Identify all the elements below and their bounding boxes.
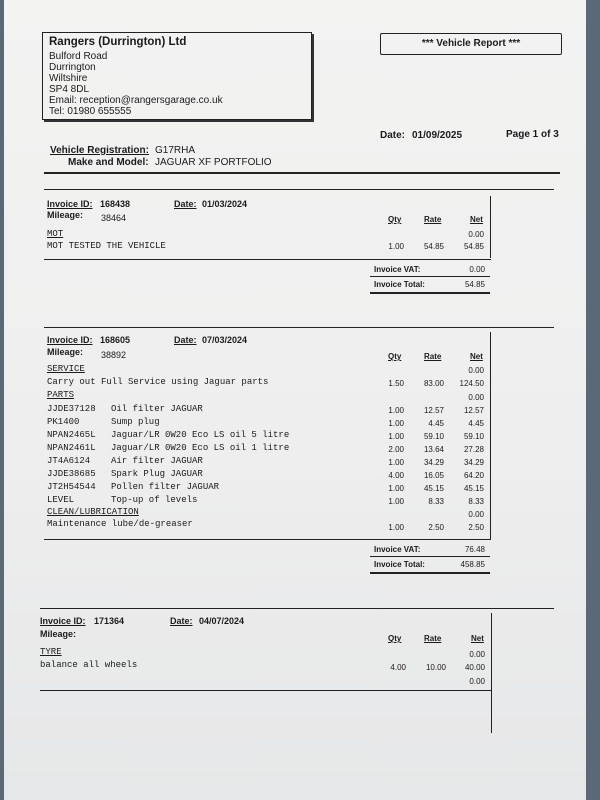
invoice-vat-value: 0.00 [469,265,485,274]
section-heading: SERVICE [47,364,85,374]
company-name: Rangers (Durrington) Ltd [49,36,187,48]
line-net: 0.00 [468,366,484,375]
rate-header: Rate [424,215,442,224]
line-rate: 8.33 [428,497,444,506]
part-code: JJDE37128 [47,404,96,414]
address-line: Bulford Road [49,51,108,62]
address-line: Wiltshire [49,73,88,84]
part-code: LEVEL [47,495,75,505]
line-net: 2.50 [468,523,484,532]
mileage-value: 38464 [101,213,127,223]
invoice-date-label: Date: [170,616,193,626]
line-qty: 1.00 [388,458,404,467]
invoice-date-value: 07/03/2024 [202,335,248,345]
line-description: Carry out Full Service using Jaguar parts [47,377,269,387]
invoice-total-label: Invoice Total: [374,280,425,289]
line-rate: 83.00 [423,379,444,388]
address-line: SP4 8DL [49,84,90,95]
line-description: Spark Plug JAGUAR [111,469,203,479]
rate-header: Rate [424,634,442,643]
mileage-label: Mileage: [47,347,84,357]
line-description: Maintenance lube/de-greaser [47,519,193,529]
invoice-id-label: Invoice ID: [47,335,93,345]
qty-header: Qty [388,352,402,361]
company-email: Email: reception@rangersgarage.co.uk [49,95,223,106]
line-description: balance all wheels [40,660,138,670]
line-rate: 34.29 [423,458,444,467]
line-rate: 59.10 [423,432,444,441]
column-rule [490,332,491,540]
invoice-id-value: 168438 [100,199,131,209]
invoice-id-value: 168605 [100,335,131,345]
line-net: 0.00 [469,677,485,686]
document-page [4,0,586,800]
net-header: Net [471,634,484,643]
invoice-vat-label: Invoice VAT: [374,265,421,274]
invoice-date-value: 04/07/2024 [199,616,245,626]
address-line: Durrington [49,62,96,73]
line-description: Top-up of levels [111,495,198,505]
part-code: PK1400 [47,417,80,427]
line-rate: 4.45 [428,419,444,428]
company-phone: Tel: 01980 655555 [49,106,132,117]
line-description: MOT TESTED THE VEHICLE [47,241,166,251]
invoice-total-value: 54.85 [464,280,485,289]
column-rule [491,613,492,733]
invoice-date-label: Date: [174,335,197,345]
line-qty: 1.00 [388,497,404,506]
line-net: 34.29 [463,458,484,467]
line-net: 0.00 [468,510,484,519]
line-qty: 1.00 [388,242,404,251]
report-date-value: 01/09/2025 [412,130,463,141]
line-rate: 54.85 [423,242,444,251]
part-code: JT4A6124 [47,456,91,466]
part-code: JJDE38685 [47,469,96,479]
line-rate: 12.57 [423,406,444,415]
line-net: 8.33 [468,497,484,506]
line-qty: 1.00 [388,419,404,428]
report-date-label: Date: [380,130,406,141]
qty-header: Qty [388,215,402,224]
rate-header: Rate [424,352,442,361]
line-rate: 45.15 [423,484,444,493]
line-net: 0.00 [468,230,484,239]
net-header: Net [470,215,483,224]
line-description: Sump plug [111,417,160,427]
line-qty: 1.00 [388,523,404,532]
invoice-vat-value: 76.48 [464,545,485,554]
totals-divider [370,556,490,557]
invoice-id-value: 171364 [94,616,125,626]
invoice-id-label: Invoice ID: [47,199,93,209]
line-rate: 10.00 [425,663,446,672]
line-qty: 1.00 [388,484,404,493]
mileage-label: Mileage: [40,629,77,639]
invoice-totals-box [370,262,490,294]
line-qty: 4.00 [388,471,404,480]
line-net: 40.00 [464,663,485,672]
invoice-totals-box [370,542,490,574]
line-net: 0.00 [469,650,485,659]
line-description: Air filter JAGUAR [111,456,203,466]
line-rate: 2.50 [428,523,444,532]
section-heading: PARTS [47,390,75,400]
vehicle-reg-label: Vehicle Registration: [50,145,149,156]
invoice-divider [44,327,554,328]
line-rate: 13.64 [423,445,444,454]
line-net: 27.28 [463,445,484,454]
line-description: Oil filter JAGUAR [111,404,203,414]
part-code: NPAN2465L [47,430,96,440]
section-heading: TYRE [40,647,62,657]
invoice-date-value: 01/03/2024 [202,199,248,209]
invoice-date-label: Date: [174,199,197,209]
invoice-total-value: 458.85 [460,560,485,569]
invoice-id-label: Invoice ID: [40,616,86,626]
net-header: Net [470,352,483,361]
line-net: 4.45 [468,419,484,428]
lines-divider [44,539,491,540]
invoice-vat-label: Invoice VAT: [374,545,421,554]
line-qty: 2.00 [388,445,404,454]
lines-divider [44,259,491,260]
make-model-label: Make and Model: [68,157,149,168]
line-net: 124.50 [459,379,484,388]
column-rule [490,196,491,258]
line-net: 12.57 [463,406,484,415]
part-code: NPAN2461L [47,443,96,453]
line-qty: 1.00 [388,432,404,441]
line-description: Pollen filter JAGUAR [111,482,220,492]
line-net: 54.85 [463,242,484,251]
header-divider [44,172,560,174]
qty-header: Qty [388,634,402,643]
line-qty: 1.00 [388,406,404,415]
line-net: 45.15 [463,484,484,493]
line-net: 64.20 [463,471,484,480]
report-title-box: *** Vehicle Report *** [380,33,562,55]
invoice-divider [40,608,554,609]
page-number: Page 1 of 3 [506,129,559,140]
line-net: 0.00 [468,393,484,402]
line-description: Jaguar/LR 0W20 Eco LS oil 5 litre [111,430,290,440]
vehicle-reg-value: G17RHA [155,145,196,156]
mileage-value: 38892 [101,350,127,360]
lines-divider [40,690,491,691]
mileage-label: Mileage: [47,210,84,220]
line-qty: 4.00 [390,663,406,672]
totals-divider [370,276,490,277]
make-model-value: JAGUAR XF PORTFOLIO [155,157,272,168]
line-qty: 1.50 [388,379,404,388]
line-net: 59.10 [463,432,484,441]
line-description: Jaguar/LR 0W20 Eco LS oil 1 litre [111,443,290,453]
line-rate: 16.05 [423,471,444,480]
invoice-divider [44,189,554,190]
invoice-total-label: Invoice Total: [374,560,425,569]
company-address-box [42,32,312,120]
section-heading: CLEAN/LUBRICATION [47,507,139,517]
part-code: JT2H54544 [47,482,96,492]
section-heading: MOT [47,229,64,239]
